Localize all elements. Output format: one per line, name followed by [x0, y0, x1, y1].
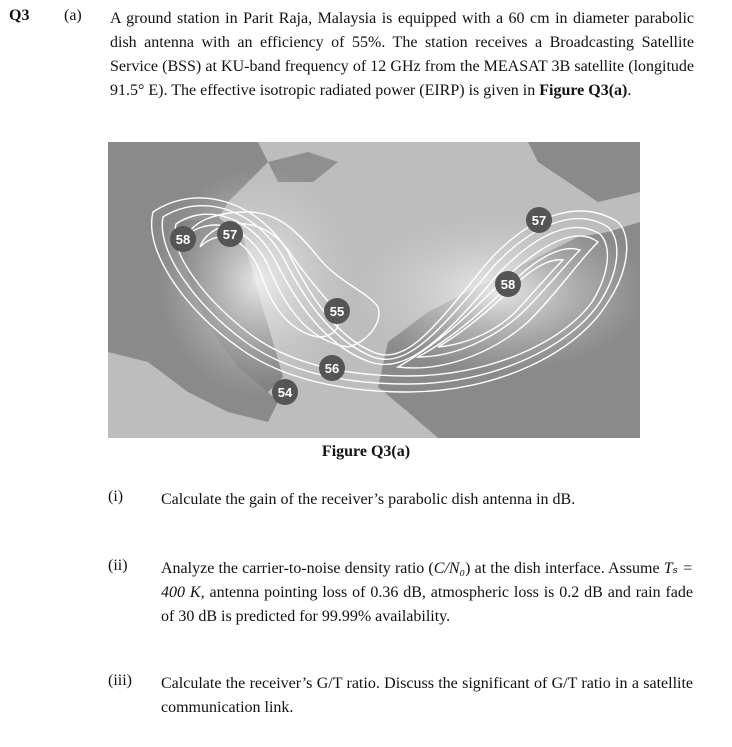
svg-text:54: 54	[277, 385, 293, 400]
ii-text-mid: ) at the dish interface. Assume	[465, 560, 664, 577]
svg-text:56: 56	[324, 361, 340, 376]
svg-text:58: 58	[500, 277, 516, 292]
subquestion-text-i: Calculate the gain of the receiver’s parabolic dish antenna in dB.	[161, 491, 576, 508]
svg-text:57: 57	[222, 227, 238, 242]
eirp-footprint-map	[108, 142, 640, 438]
intro-text: A ground station in Parit Raja, Malaysia is equipped with a 60 cm in diameter parabolic dish antenna with an efficiency of 55%. The station receives a Broadcasting Satellite Service (BSS) at KU-band frequency of 12 GHz from the MEASAT 3B satellite (longitude 91.5° E). The effective isotropic radiated power (EIRP) is given in	[110, 10, 694, 99]
subquestion-text-ii	[161, 557, 693, 629]
ii-text-post: , antenna pointing loss of 0.36 dB, atmospheric loss is 0.2 dB and rain fade of 30 dB is predicted for 99.99% availability.	[161, 584, 694, 625]
contour-label-58-east	[495, 271, 521, 297]
system-temperature: Tₛ = 400 K	[161, 560, 693, 601]
question-number: Q3	[9, 7, 30, 24]
contour-label-57-east	[526, 207, 552, 233]
contour-label-57-west	[217, 221, 243, 247]
figure-caption: Figure Q3(a)	[321, 443, 411, 460]
svg-text:58: 58	[175, 232, 191, 247]
footprint-glow-east	[348, 212, 640, 372]
subquestion-text-iii: Calculate the receiver’s G/T ratio. Discuss the significant of G/T ratio in a satellite communication link.	[161, 675, 693, 716]
figure-reference: Figure Q3(a)	[539, 82, 628, 99]
contour-label-56	[319, 355, 345, 381]
contour-label-54	[272, 379, 298, 405]
contour-label-55	[324, 298, 350, 324]
part-label: (a)	[64, 7, 82, 24]
subquestion-label-i: (i)	[108, 488, 124, 505]
subquestion-label-iii: (iii)	[108, 672, 132, 689]
cn0-ratio: C/N₀	[433, 560, 466, 577]
intro-end: .	[627, 82, 632, 99]
subquestion-label-ii: (ii)	[108, 557, 128, 574]
question-intro	[110, 7, 694, 103]
contour-label-58-west	[170, 226, 196, 252]
svg-text:55: 55	[329, 304, 345, 319]
svg-text:57: 57	[531, 213, 547, 228]
ii-text-pre: Analyze the carrier-to-noise density ratio (	[161, 560, 434, 577]
